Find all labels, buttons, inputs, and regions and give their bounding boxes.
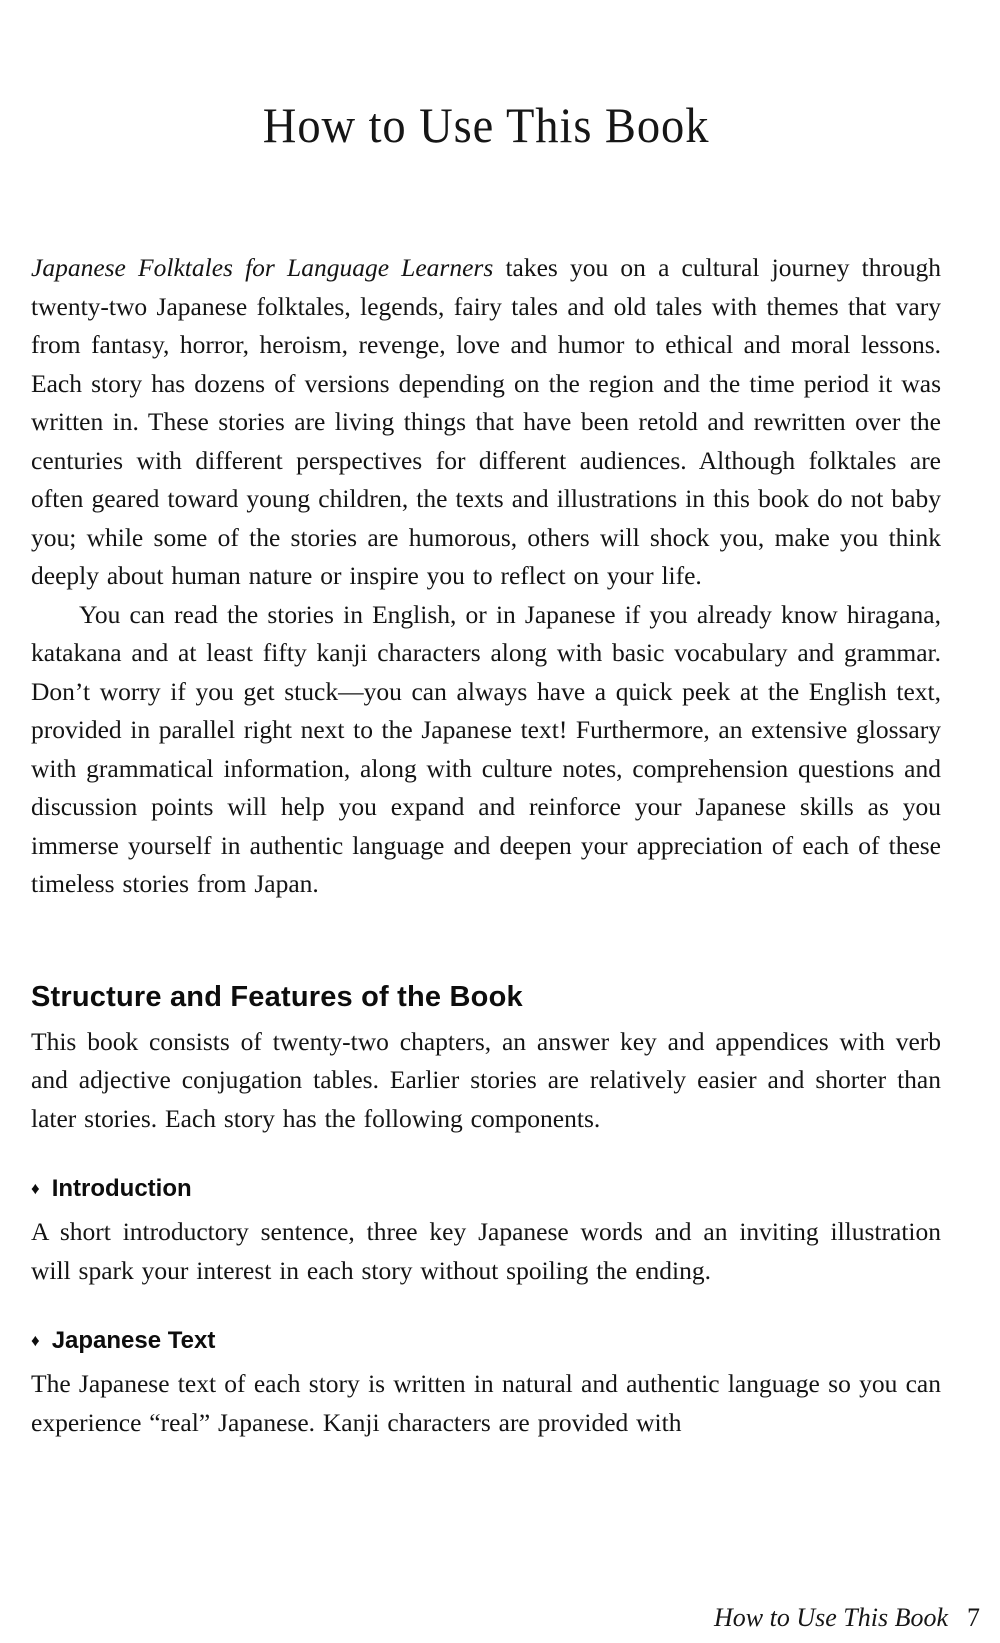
- component-heading-introduction-label: Introduction: [51, 1175, 192, 1202]
- page-footer: [714, 1602, 980, 1634]
- section-heading-structure: Structure and Features of the Book: [31, 980, 523, 1013]
- component-heading-japanese-text: [31, 1326, 941, 1357]
- footer-running-title: How to Use This Book: [714, 1603, 948, 1632]
- structure-paragraph: This book consists of twenty-two chapters, an answer key and appendices with verb and adjective conjugation tables. Earlier stories are relatively easier and shorter than later stories. Each story has the following components.: [31, 1026, 941, 1133]
- book-title-italic: Japanese Folktales for Language Learners: [31, 253, 494, 282]
- intro-paragraph-1: [31, 249, 941, 596]
- diamond-bullet-icon: ♦: [31, 1331, 40, 1350]
- intro-paragraph-2: You can read the stories in English, or in Japanese if you already know hiragana, katakana and at least fifty kanji characters along with basic vocabulary and grammar. Don’t worry if you get stuck—you can always have a quick peek at the English text, provided in parallel right next to the Japanese text! Furthermore, an extensive glossary with grammatical information, along with culture notes, comprehension questions and discussion points will help you expand and reinforce your Japanese skills as you immerse yourself in authentic language and deepen your appreciation of each of these timeless stories from Japan.: [31, 599, 941, 898]
- intro-paragraph-1-text: takes you on a cultural journey through twenty-two Japanese folktales, legends, fairy tales and old tales with themes that vary from fantasy, horror, heroism, revenge, love and humor to ethical and moral lessons. Each story has dozens of versions depending on the region and the time period it was written in. These stories are living things that have been retold and rewritten over the centuries with different perspectives for different audiences. Although folktales are often geared toward young children, the texts and illustrations in this book do not baby you; while some of the stories are humorous, others will shock you, make you think deeply about human nature or inspire you to reflect on your life.: [31, 253, 941, 590]
- component-japanese-text-paragraph: The Japanese text of each story is written in natural and authentic language so you can experience “real” Japanese. Kanji characters are provided with: [31, 1369, 941, 1437]
- page-title: [31, 93, 941, 157]
- diamond-bullet-icon: ♦: [31, 1179, 40, 1198]
- component-heading-japanese-text-label: Japanese Text: [51, 1327, 216, 1354]
- component-heading-introduction: [31, 1174, 941, 1205]
- component-introduction-paragraph: A short introductory sentence, three key Japanese words and an inviting illustration will spark your interest in each story without spoiling the ending.: [31, 1217, 941, 1285]
- page-title-text: How to Use This Book: [262, 97, 710, 153]
- footer-page-number: 7: [967, 1603, 980, 1632]
